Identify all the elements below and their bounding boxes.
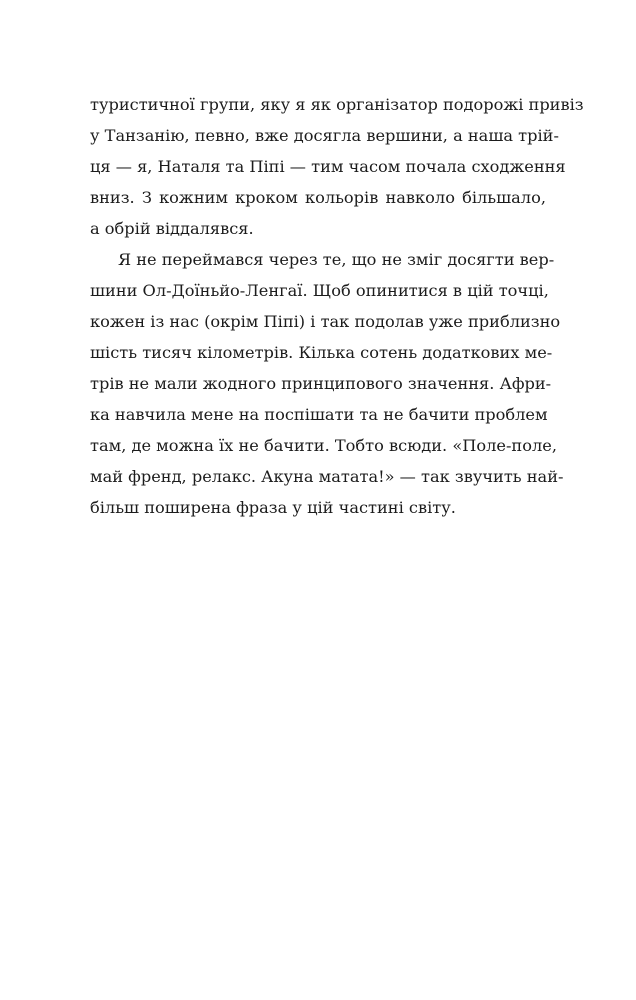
text-line: туристичної групи, яку я як організатор подорожі привіз bbox=[90, 95, 584, 114]
text-line: вниз. З кожним кроком кольорів навколо більшало, bbox=[90, 188, 546, 207]
paragraph-2 bbox=[90, 244, 564, 523]
text-line: там, де можна їх не бачити. Тобто всюди. «Поле-поле, bbox=[90, 436, 557, 455]
text-line: кожен із нас (окрім Піпі) і так подолав уже приблизно bbox=[90, 312, 561, 331]
text-line: ця — я, Наталя та Піпі — тим часом почала сходження bbox=[90, 157, 566, 176]
text-line: більш поширена фраза у цій частині світу. bbox=[90, 498, 456, 517]
text-line: трів не мали жодного принципового значення. Афри- bbox=[90, 374, 552, 393]
text-line: ка навчила мене на поспішати та не бачити проблем bbox=[90, 405, 548, 424]
paragraph-1 bbox=[90, 89, 584, 244]
text-line: Я не переймався через те, що не зміг досягти вер- bbox=[118, 250, 555, 269]
text-line: а обрій віддалявся. bbox=[90, 219, 254, 238]
body-text bbox=[90, 89, 584, 523]
text-line: май френд, релакс. Акуна матата!» — так звучить най- bbox=[90, 467, 564, 486]
text-line: шини Ол-Доїньйо-Ленгаї. Щоб опинитися в цій точці, bbox=[90, 281, 549, 300]
text-line: шість тисяч кілометрів. Кілька сотень додаткових ме- bbox=[90, 343, 553, 362]
text-line: у Танзанію, певно, вже досягла вершини, а наша трій- bbox=[90, 126, 559, 145]
